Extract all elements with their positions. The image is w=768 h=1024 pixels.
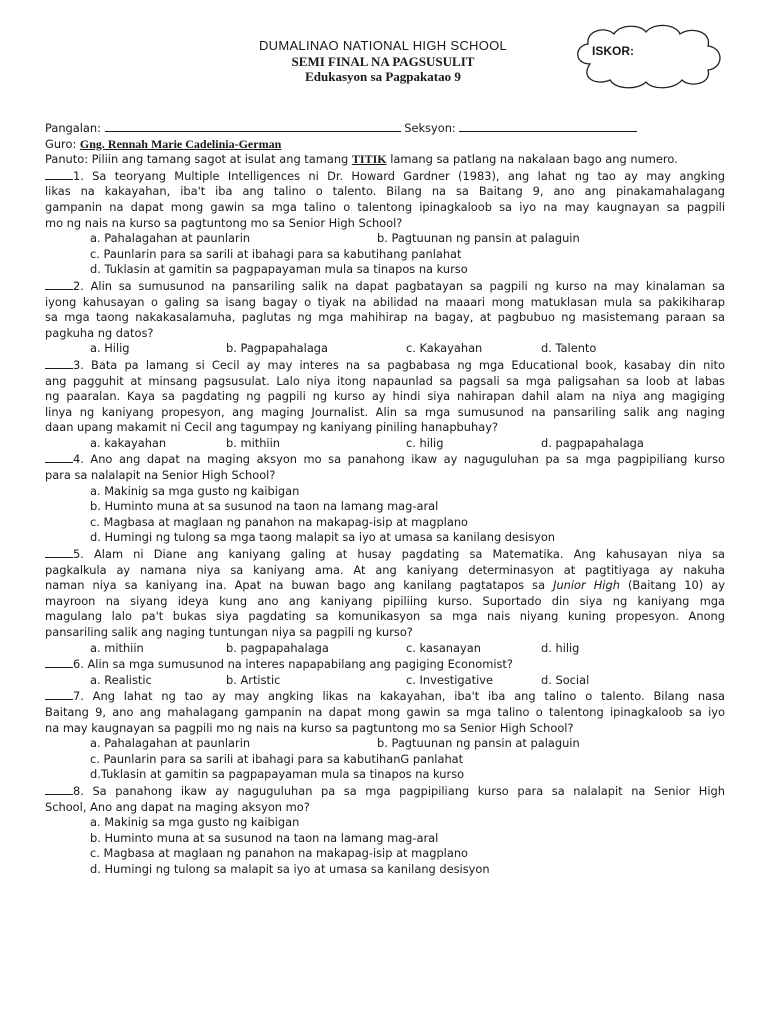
option-choice: c. Paunlarin para sa sarili at ibahagi para sa kabutihang panlahat xyxy=(90,246,462,261)
emphasis-text: Junior High xyxy=(553,578,620,593)
directions-emphasis: TITIK xyxy=(351,152,387,167)
options-group xyxy=(45,484,725,546)
question-item xyxy=(45,357,725,452)
options-row xyxy=(90,736,725,752)
options-group xyxy=(45,736,725,783)
option-choice: b. pagpapahalaga xyxy=(226,640,329,655)
score-cloud xyxy=(570,22,730,92)
question-list xyxy=(45,168,725,878)
option-choice: d. Humingi ng tulong sa mga taong malapit sa iyo at umasa sa kanilang desisyon xyxy=(90,530,556,545)
question-text-line: 6. Alin sa mga sumusunod na interes napapabilang ang pagiging Economist? xyxy=(45,656,725,673)
question-item xyxy=(45,546,725,656)
option-choice: d. Social xyxy=(541,672,590,687)
option-choice: c. Investigative xyxy=(406,672,493,687)
school-name: DUMALINAO NATIONAL HIGH SCHOOL xyxy=(258,38,508,53)
answer-blank[interactable] xyxy=(45,783,73,795)
exam-title: SEMI FINAL NA PAGSUSULIT xyxy=(291,54,475,69)
answer-blank[interactable] xyxy=(45,168,73,180)
question-text-line: pagkalkula ay namana niya sa kaniyang ama. At ang kaniyang determinasyon at pagtitiyaga ay nakuha xyxy=(45,562,725,577)
options-row xyxy=(90,231,725,247)
answer-blank[interactable] xyxy=(45,357,73,369)
question-text-line: 3. Bata pa lamang si Cecil ay may interes na sa pagbabasa ng mga Educational book, kasabay din nito xyxy=(45,357,725,374)
section-field[interactable] xyxy=(459,120,637,132)
question-text-line: sa mga taong nakakasalamuha, paglutas ng mga mahihirap na bagay, at pagbubuo ng masistemang paraan sa xyxy=(45,310,725,325)
option-choice: d. hilig xyxy=(541,640,580,655)
option-choice: a. mithiin xyxy=(90,640,144,655)
option-choice: d. Talento xyxy=(541,341,597,356)
exam-header xyxy=(200,38,566,84)
option-choice: a. Makinig sa mga gusto ng kaibigan xyxy=(90,483,300,498)
option-choice: a. Realistic xyxy=(90,672,152,687)
question-text-line: na may kaugnayan sa pagpili mo ng nais na kurso sa pagtuntong mo sa Senior High School? xyxy=(45,720,574,735)
option-choice: d. pagpapahalaga xyxy=(541,435,644,450)
option-choice: d.Tuklasin at gamitin sa pagpapayaman mula sa tinapos na kurso xyxy=(90,767,465,782)
option-choice: b. Huminto muna at sa susunod na taon na lamang mag-aral xyxy=(90,499,439,514)
option-choice: a. Pahalagahan at paunlarin xyxy=(90,231,251,246)
option-choice: a. Pahalagahan at paunlarin xyxy=(90,736,251,751)
subject-title: Edukasyon sa Pagpakatao 9 xyxy=(305,69,461,84)
question-text-line: School, Ano ang dapat na maging aksyon mo? xyxy=(45,799,310,814)
option-choice: c. hilig xyxy=(406,435,444,450)
exam-content xyxy=(45,120,725,878)
option-choice: c. Magbasa at maglaan ng panahon na makapag-isip at magplano xyxy=(90,514,469,529)
name-field[interactable] xyxy=(105,120,401,132)
question-text-line: mayroon na siyang ideya kung ano ang kaniyang pipiliing kurso. Suportado din siya ng kaniyang mga xyxy=(45,593,725,608)
question-text-line: 8. Sa panahong ikaw ay naguguluhan pa sa mga pagpipiliang kurso para sa nalalapit na Senior High xyxy=(45,783,725,800)
question-text-line: linya ng kaniyang propesyon, ang maging Journalist. Alin sa mga sumusunod na pansariling salik ang naging xyxy=(45,404,725,419)
option-choice: c. Paunlarin para sa sarili at ibahagi para sa kabutihanG panlahat xyxy=(90,751,464,766)
option-choice: c. kasanayan xyxy=(406,640,481,655)
directions-text-end: lamang sa patlang na nakalaan bago ang numero. xyxy=(386,152,678,167)
option-choice: b. Pagpapahalaga xyxy=(226,341,329,356)
question-text-line: iyong kahusayan o galing sa isang bagay o tiyak na abilidad na maaari mong matuklasan mula sa pakikiharap xyxy=(45,294,725,309)
option-choice: a. Hilig xyxy=(90,341,130,356)
option-choice: b. Artistic xyxy=(226,672,281,687)
name-label: Pangalan: xyxy=(45,121,101,135)
section-label: Seksyon: xyxy=(404,121,456,135)
question-text-line: para sa nalalapit na Senior High School? xyxy=(45,468,276,483)
name-section-line xyxy=(45,120,725,137)
option-choice: a. Makinig sa mga gusto ng kaibigan xyxy=(90,815,300,830)
question-text-line: gampanin na dapat mong gawin sa mga talino o talentong ipinagkaloob sa iyo na may kaugnayan sa pagpili xyxy=(45,199,725,214)
option-choice: b. mithiin xyxy=(226,435,280,450)
question-text-line: ng paaralan. Kaya sa pagdating ng pagpili ng kurso ay hindi siya nahirapan dahil alam na niya ang magiging xyxy=(45,389,725,404)
options-group xyxy=(45,815,725,877)
options-group xyxy=(45,231,725,278)
options-row xyxy=(90,436,725,452)
question-text-line: daan upang makamit ni Cecil ang tagumpay ng kaniyang piniling hanapbuhay? xyxy=(45,420,498,435)
answer-blank[interactable] xyxy=(45,546,73,558)
option-choice: b. Huminto muna at sa susunod na taon na lamang mag-aral xyxy=(90,830,439,845)
question-text-line: naman niya sa kaniyang ina. Apat na buwan bago ang kanilang pagtatapos sa Junior High (Baitang 10) ay xyxy=(45,578,725,593)
question-item xyxy=(45,451,725,546)
options-group xyxy=(45,673,725,689)
question-item xyxy=(45,168,725,278)
score-label: ISKOR: xyxy=(592,44,634,58)
question-text-line: Baitang 9, ano ang mahalagang gampanin na dapat mong gawin sa mga talino o talentong ipinagkaloob sa iyo xyxy=(45,704,725,719)
question-text-line: mo ng nais na kurso sa pagtuntong mo sa Senior High School? xyxy=(45,215,403,230)
question-text-line: 4. Ano ang dapat na maging aksyon mo sa panahong ikaw ay naguguluhan pa sa mga pagpipiliang kurso xyxy=(45,451,725,468)
options-row xyxy=(90,641,725,657)
option-choice: c. Magbasa at maglaan ng panahon na makapag-isip at magplano xyxy=(90,846,469,861)
question-text-line: 1. Sa teoryang Multiple Intelligences ni Dr. Howard Gardner (1983), ang lahat ng tao ay may angking xyxy=(45,168,725,185)
option-choice: c. Kakayahan xyxy=(406,341,483,356)
options-group xyxy=(45,641,725,657)
teacher-line xyxy=(45,137,725,153)
directions xyxy=(45,152,725,168)
directions-text: Panuto: Piliin ang tamang sagot at isulat ang tamang xyxy=(45,152,352,167)
options-row xyxy=(90,673,725,689)
question-text-line: 5. Alam ni Diane ang kaniyang galing at husay pagdating sa Matematika. Ang kahusayan niya sa xyxy=(45,546,725,563)
options-group xyxy=(45,341,725,357)
question-text-line: magulang lalo pa't bukas siya pagdating sa komunikasyon sa mga nais niyang kuning propesyon. Anong xyxy=(45,609,725,624)
question-item xyxy=(45,278,725,357)
answer-blank[interactable] xyxy=(45,278,73,290)
question-item xyxy=(45,783,725,878)
answer-blank[interactable] xyxy=(45,688,73,700)
question-text-line: ang pagguhit at minsang pagsusulat. Lalo niya itong napaunlad sa pagsali sa mga paligsahan sa loob at labas xyxy=(45,373,725,388)
option-choice: b. Pagtuunan ng pansin at palaguin xyxy=(377,736,580,751)
question-text-line: likas na kakayahan, iba't iba ang talino o talento. Bilang na sa Baitang 9, ano ang pinakamahalagang xyxy=(45,184,725,199)
answer-blank[interactable] xyxy=(45,656,73,668)
question-item xyxy=(45,656,725,688)
question-text-line: 7. Ang lahat ng tao ay may angking likas na kakayahan, iba't iba ang talino o talento. Bilang nasa xyxy=(45,688,725,705)
option-choice: d. Tuklasin at gamitin sa pagpapayaman mula sa tinapos na kurso xyxy=(90,262,468,277)
question-text-line: 2. Alin sa sumusunod na pansariling salik na dapat pagbatayan sa pagpili ng kurso na may kinalaman sa xyxy=(45,278,725,295)
options-row xyxy=(90,341,725,357)
option-choice: d. Humingi ng tulong sa malapit sa iyo at umasa sa kanilang desisyon xyxy=(90,861,490,876)
answer-blank[interactable] xyxy=(45,451,73,463)
options-group xyxy=(45,436,725,452)
option-choice: b. Pagtuunan ng pansin at palaguin xyxy=(377,231,580,246)
question-text-line: pagkuha ng datos? xyxy=(45,325,154,340)
teacher-name: Gng. Rennah Marie Cadelinia-German xyxy=(79,136,282,151)
teacher-label: Guro: xyxy=(45,136,77,151)
option-choice: a. kakayahan xyxy=(90,435,167,450)
question-item xyxy=(45,688,725,783)
question-text-line: pansariling salik ang naging tuntungan niya sa pagpili ng kurso? xyxy=(45,625,413,639)
